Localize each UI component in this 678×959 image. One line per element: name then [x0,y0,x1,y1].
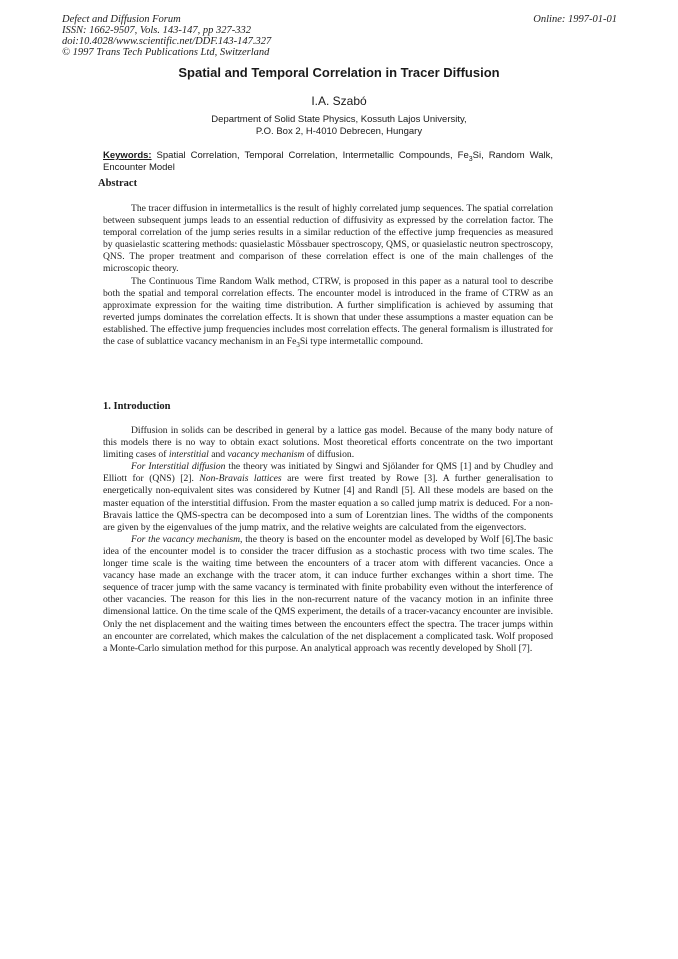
intro-p2-emphasis-1: For Interstitial diffusion [131,461,226,473]
abstract-p2-subscript: 3 [296,340,300,349]
intro-p1-text-3: of diffusion. [304,449,355,461]
issn-line: ISSN: 1662-9507, Vols. 143-147, pp 327-332 [62,25,251,36]
abstract-paragraph-2 [103,276,553,349]
copyright-line: © 1997 Trans Tech Publications Ltd, Switzerland [62,47,270,58]
intro-p1-text-2: and [208,449,228,461]
intro-p3-text: the theory is based on the encounter model as developed by Wolf [6].The basic idea of the encounter model is to consider the tracer diffusion as a stochastic process with two time scales. The longer time scale is the waiting time between the encounters of a tracer atom with different vacancies. Once a vacancy hase made an exchange with the tracer atom, it can induce further exchanges within a short time. The sequence of tracer jump with the same vacancy is terminated with finite probability even without the interference of other vacancies. The reason for this lies in the non-recurrent nature of the vacancy motion in an infinite three dimensional lattice. On the time scale of the QMS experiment, the details of a tracer-vacancy encounter are invisible. Only the net displacement and the waiting times between the encounters effect the spectra. The tracer jumps within an encounter are correlated, which makes the calculation of the net displacement a complicated task. Wolf proposed a Monte-Carlo simulation method for this purpose. An analytical approach was recently developed by Sholl [7]. [103,533,553,654]
abstract-heading: Abstract [98,178,138,189]
keywords-text-1: Spatial Correlation, Temporal Correlation, Intermetallic Compounds, Fe [151,150,469,161]
online-date: Online: 1997-01-01 [533,14,617,25]
introduction-body [103,425,553,655]
intro-p3-emphasis: For the vacancy mechanism, [131,533,243,545]
author-name: I.A. Szabó [311,94,367,108]
intro-p2-emphasis-2: Non-Bravais lattices [199,473,282,485]
introduction-heading: 1. Introduction [103,401,171,412]
intro-p2-text-1: the theory was initiated by Singwi and Sjölander for QMS [1] and by Chudley and Elliott for (QNS) [2]. [103,461,553,485]
paper-title: Spatial and Temporal Correlation in Tracer Diffusion [178,65,500,80]
abstract-paragraph-1: The tracer diffusion in intermetallics is the result of highly correlated jump sequences. The spatial correlation between subsequent jumps leads to an essential reduction of diffusivity as expressed by the correlation factor. The temporal correlation of the jump series results in a similar reduction of the effective jump frequencies as measured by quasielastic scattering methods: quasielastic Mössbauer spectroscopy, QMS, or quasielastic neutron spectroscopy, QNS. The proper treatment and comparison of these correlation effect is one of the main challenges of the microscopic theory. [103,203,553,275]
abstract-p2-text-1: The Continuous Time Random Walk method, CTRW, is proposed in this paper as a natural tool to describe both the spatial and temporal correlation effects. The encounter model is introduced in the frame of CTRW as an approximate expression for the waiting time distribution. A further simplification is achieved by assuming that reverted jumps dominates the correlation effects. It is shown that under these assumptions a master equation can be established. The effective jump frequencies includes most correlation effects. The general formalism is illustrated for the case of sublattice vacancy mechanism in an Fe [103,275,553,348]
intro-p1-emphasis-2: vacancy mechanism [227,449,305,461]
keywords-text-2: Si, Random Walk, Encounter Model [103,150,554,173]
abstract-p2-text-2: Si type intermetallic compound. [299,336,423,348]
affiliation-line-1: Department of Solid State Physics, Kossuth Lajos University, [211,114,467,125]
keywords-label: Keywords: [103,150,152,161]
intro-paragraph-3 [103,534,553,655]
keywords-subscript: 3 [468,155,473,163]
doi-line: doi:10.4028/www.scientific.net/DDF.143-147.327 [62,36,272,47]
affiliation [0,114,678,138]
intro-paragraph-1 [103,425,553,461]
intro-paragraph-2 [103,461,553,534]
journal-header [62,14,617,58]
abstract-body [103,203,553,348]
keywords [103,150,553,174]
intro-p2-text-2: are were first treated by Rowe [3]. A further generalisation to energetically non-equivalent sites was considered by Kutner [4] and Randl [5]. All these models are based on the master equation of the interstitial diffusion. From the master equation a so called jump matrix is deduced. For a non-Bravais lattice the QMS-spectra can be decomposed into a sum of Lorentzian lines. The widths of the components are given by the eigenvalues of the jump matrix, and the relative weights are calculated from the eigenvectors. [103,473,554,533]
intro-p1-emphasis-1: interstitial [168,449,209,461]
intro-p1-text-1: Diffusion in solids can be described in general by a lattice gas model. Because of the many body nature of this models there is no way to obtain exact solutions. Most theoretical efforts concentrate on the two important limiting cases of [103,425,553,461]
journal-name: Defect and Diffusion Forum [62,14,181,25]
affiliation-line-2: P.O. Box 2, H-4010 Debrecen, Hungary [255,126,423,137]
